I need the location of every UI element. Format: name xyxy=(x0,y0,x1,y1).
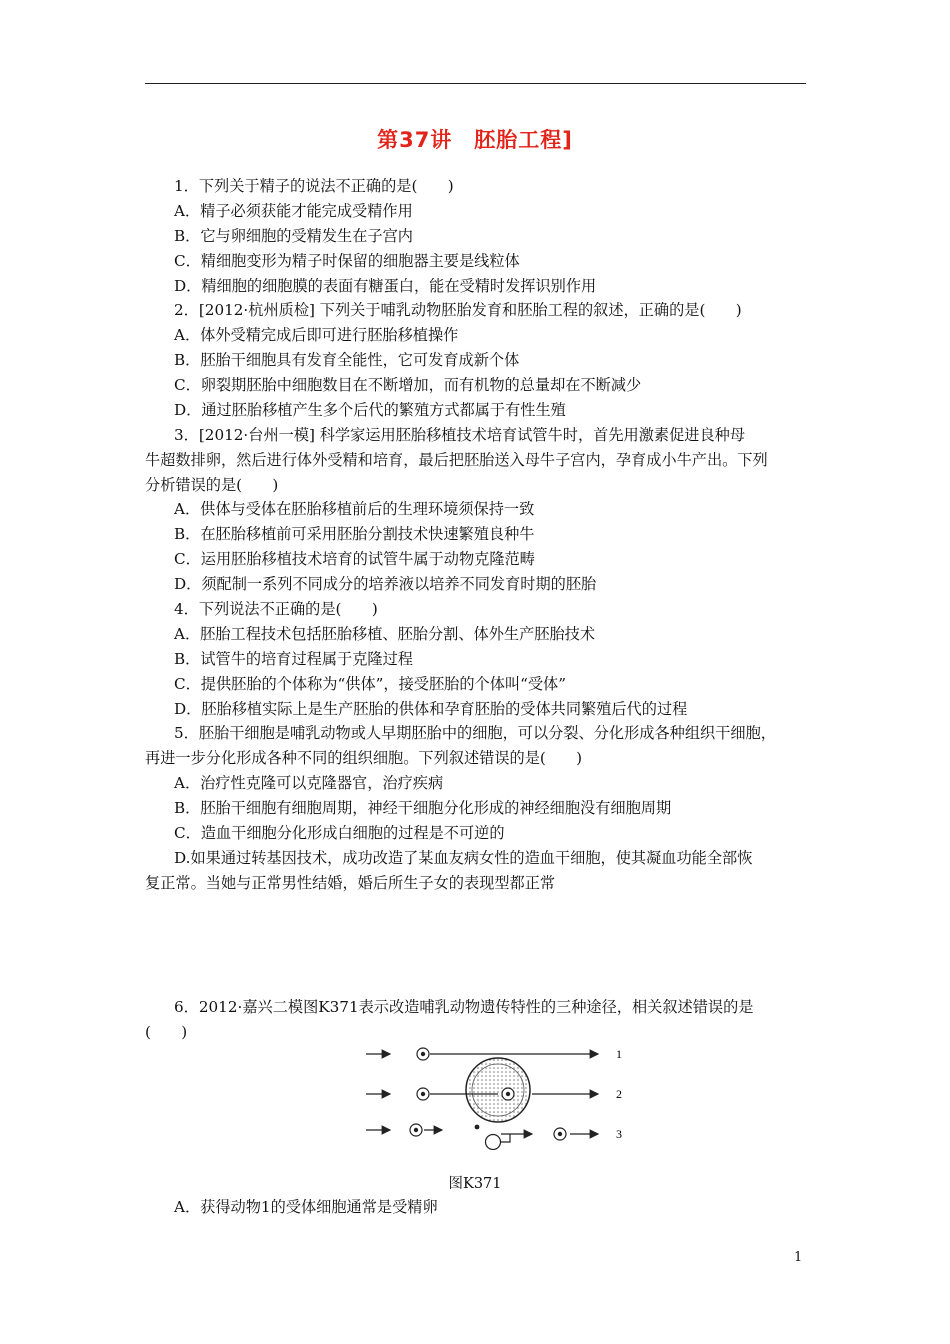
q3-stem-line3: 分析错误的是( ) xyxy=(145,476,279,494)
q2-option-c: C．卵裂期胚胎中细胞数目在不断增加，而有机物的总量却在不断减少 xyxy=(174,376,642,394)
page-title: 第37讲 胚胎工程] xyxy=(377,128,573,152)
q4-option-a: A．胚胎工程技术包括胚胎移植、胚胎分割、体外生产胚胎技术 xyxy=(174,625,596,643)
route-2 xyxy=(366,1058,598,1122)
q2-stem: 2．[2012·杭州质检] 下列关于哺乳动物胚胎发育和胚胎工程的叙述，正确的是( ) xyxy=(174,301,742,319)
q3-stem-line2: 牛超数排卵，然后进行体外受精和培育，最后把胚胎送入母牛子宫内，孕育成小牛产出。下列 xyxy=(145,451,768,469)
figure-caption: 图K371 xyxy=(448,1176,502,1192)
q3-stem-line1: 3．[2012·台州一模] 科学家运用胚胎移植技术培育试管牛时，首先用激素促进良种母 xyxy=(174,426,746,444)
q6-stem-line2: ( ) xyxy=(145,1023,188,1041)
q4-option-d: D．胚胎移植实际上是生产胚胎的供体和孕育胚胎的受体共同繁殖后代的过程 xyxy=(174,700,688,718)
q5-option-a: A．治疗性克隆可以克隆器官，治疗疾病 xyxy=(174,774,444,792)
q1-option-a: A．精子必须获能才能完成受精作用 xyxy=(174,202,413,220)
q2-option-d: D．通过胚胎移植产生多个后代的繁殖方式都属于有性生殖 xyxy=(174,401,566,419)
q1-stem: 1．下列关于精子的说法不正确的是( ) xyxy=(174,177,454,195)
q5-stem-line1: 5．胚胎干细胞是哺乳动物或人早期胚胎中的细胞，可以分裂、分化形成各种组织干细胞， xyxy=(174,724,776,742)
q2-option-a: A．体外受精完成后即可进行胚胎移植操作 xyxy=(174,326,459,344)
route-1 xyxy=(366,1048,598,1060)
figure-label-3: 3 xyxy=(616,1127,622,1141)
figure-label-1: 1 xyxy=(616,1047,622,1061)
q5-option-c: C．造血干细胞分化形成白细胞的过程是不可逆的 xyxy=(174,824,505,842)
q3-option-c: C．运用胚胎移植技术培育的试管牛属于动物克隆范畴 xyxy=(174,550,535,568)
q5-option-b: B．胚胎干细胞有细胞周期，神经干细胞分化形成的神经细胞没有细胞周期 xyxy=(174,799,672,817)
q6-stem-line1: 6．2012·嘉兴二模图K371表示改造哺乳动物遗传特性的三种途径，相关叙述错误的是 xyxy=(174,998,754,1016)
q5-stem-line2: 再进一步分化形成各种不同的组织细胞。下列叙述错误的是( ) xyxy=(145,749,583,767)
q1-option-c: C．精细胞变形为精子时保留的细胞器主要是线粒体 xyxy=(174,252,520,270)
header-rule xyxy=(145,83,806,84)
figure-label-2: 2 xyxy=(616,1087,622,1101)
q3-option-b: B．在胚胎移植前可采用胚胎分割技术快速繁殖良种牛 xyxy=(174,525,535,543)
q4-option-b: B．试管牛的培育过程属于克隆过程 xyxy=(174,650,413,668)
q5-option-d-line2: 复正常。当她与正常男性结婚，婚后所生子女的表现型都正常 xyxy=(145,874,556,892)
q4-option-c: C．提供胚胎的个体称为“供体”，接受胚胎的个体叫“受体” xyxy=(174,675,566,693)
q3-option-a: A．供体与受体在胚胎移植前后的生理环境须保持一致 xyxy=(174,500,535,518)
q2-option-b: B．胚胎干细胞具有发育全能性，它可发育成新个体 xyxy=(174,351,520,369)
q3-option-d: D．须配制一系列不同成分的培养液以培养不同发育时期的胚胎 xyxy=(174,575,597,593)
q1-option-b: B．它与卵细胞的受精发生在子宫内 xyxy=(174,227,413,245)
q1-option-d: D．精细胞的细胞膜的表面有糖蛋白，能在受精时发挥识别作用 xyxy=(174,277,597,295)
route-3 xyxy=(366,1124,598,1150)
q4-stem: 4．下列说法不正确的是( ) xyxy=(174,600,378,618)
page-number: 1 xyxy=(794,1250,803,1265)
q6-option-a: A．获得动物1的受体细胞通常是受精卵 xyxy=(174,1198,438,1216)
figure-k371 xyxy=(360,1038,650,1150)
q5-option-d-line1: D.如果通过转基因技术，成功改造了某血友病女性的造血干细胞，使其凝血功能全部恢 xyxy=(174,849,753,867)
